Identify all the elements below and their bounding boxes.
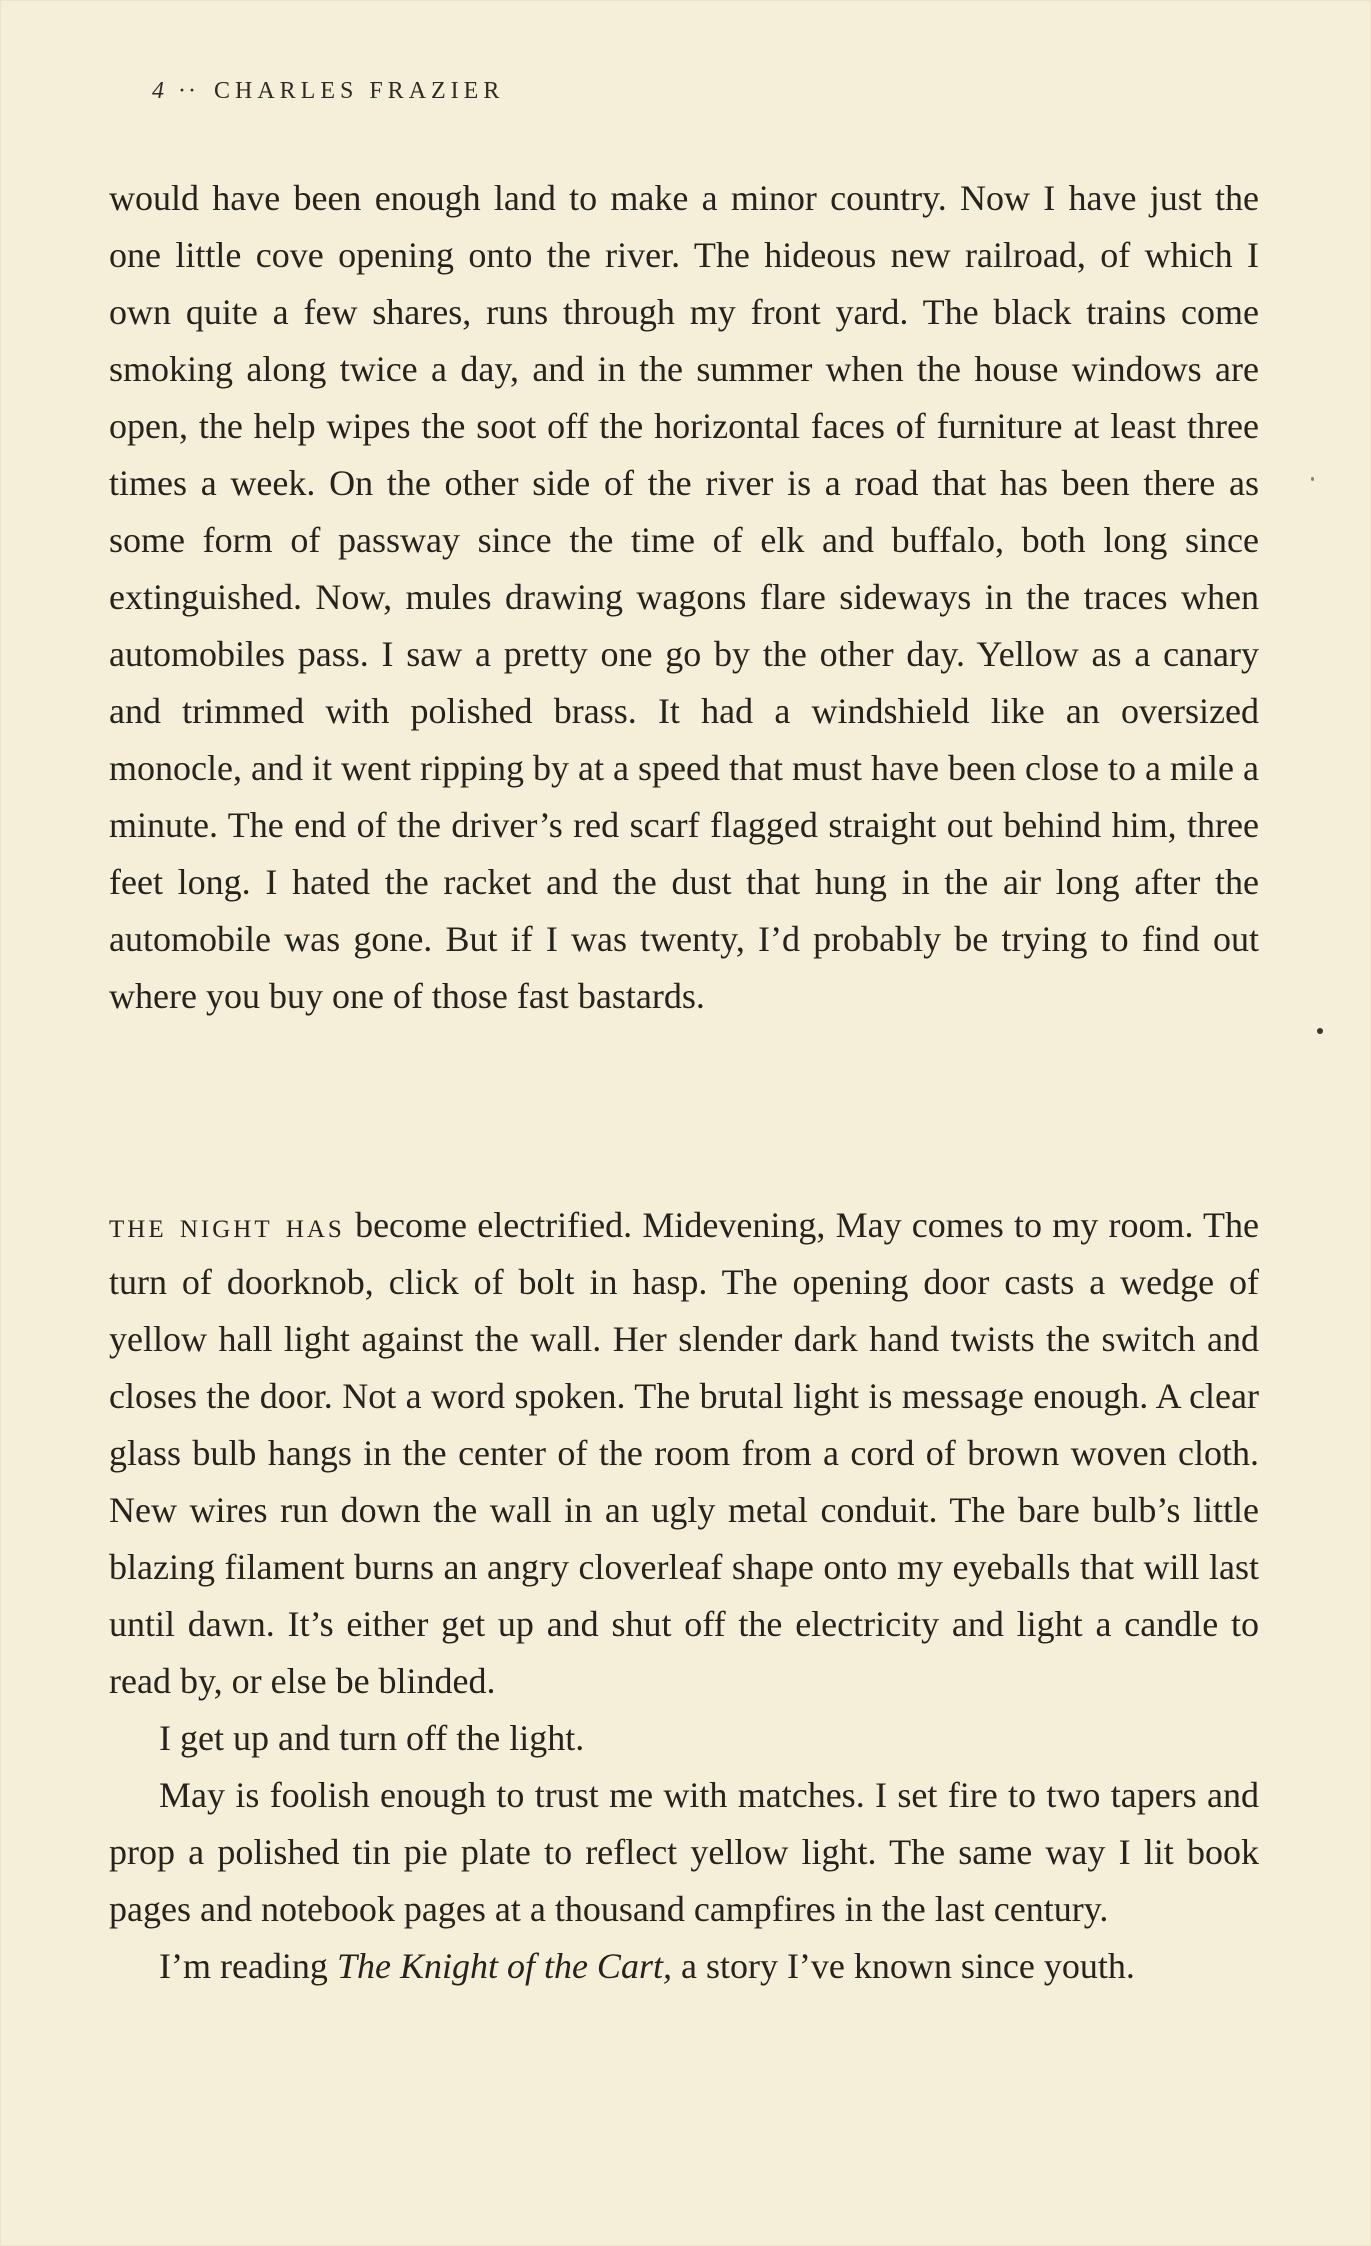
ink-speck — [1317, 1028, 1323, 1034]
paragraph-reading — [109, 1938, 1259, 1995]
lead-in-small-caps: the night has — [109, 1205, 345, 1245]
paragraph-light-off: I get up and turn off the light. — [159, 1718, 585, 1758]
page-number: 4 — [152, 78, 164, 104]
paragraph-night — [109, 1197, 1259, 1710]
section-two — [109, 1197, 1259, 1995]
reading-end: a story I’ve known since youth. — [671, 1946, 1135, 1986]
book-title: The Knight of the Cart, — [336, 1946, 672, 1986]
ink-speck — [1311, 477, 1314, 481]
paragraph-night-text: become electrified. Midevening, May comes to my room. The turn of doorknob, click of bolt in hasp. The opening door casts a wedge of yellow hall light against the wall. Her slender dark hand twists the switch and closes the door. Not a word spoken. The brutal light is message enough. A clear glass bulb hangs in the center of the room from a cord of brown woven cloth. New wires run down the wall in an ugly metal conduit. The bare bulb’s little blazing filament burns an angry cloverleaf shape onto my eyeballs that will last until dawn. It’s either get up and shut off the electricity and light a candle to read by, or else be blinded. — [109, 1205, 1260, 1701]
reading-start: I’m reading — [159, 1946, 337, 1986]
header-separator: ·· — [178, 78, 198, 104]
running-head — [152, 78, 504, 105]
author-name: CHARLES FRAZIER — [213, 78, 505, 104]
paragraph-continued: would have been enough land to make a minor country. Now I have just the one little cove opening onto the river. The hideous new railroad, of which I own quite a few shares, runs through my front yard. The black trains come smoking along twice a day, and in the summer when the house windows are open, the help wipes the soot off the horizontal faces of furniture at least three times a week. On the other side of the river is a road that has been there as some form of passway since the time of elk and buffalo, both long since extinguished. Now, mules drawing wagons flare sideways in the traces when automobiles pass. I saw a pretty one go by the other day. Yellow as a canary and trimmed with polished brass. It had a windshield like an oversized monocle, and it went ripping by at a speed that must have been close to a mile a minute. The end of the driver’s red scarf flagged straight out behind him, three feet long. I hated the racket and the dust that hung in the air long after the automobile was gone. But if I was twenty, I’d probably be trying to find out where you buy one of those fast bastards. — [109, 178, 1259, 1016]
section-one — [109, 170, 1259, 1025]
paragraph-matches: May is foolish enough to trust me with matches. I set fire to two tapers and prop a polished tin pie plate to reflect yellow light. The same way I lit book pages and notebook pages at a thousand campfires in the last century. — [109, 1775, 1259, 1929]
